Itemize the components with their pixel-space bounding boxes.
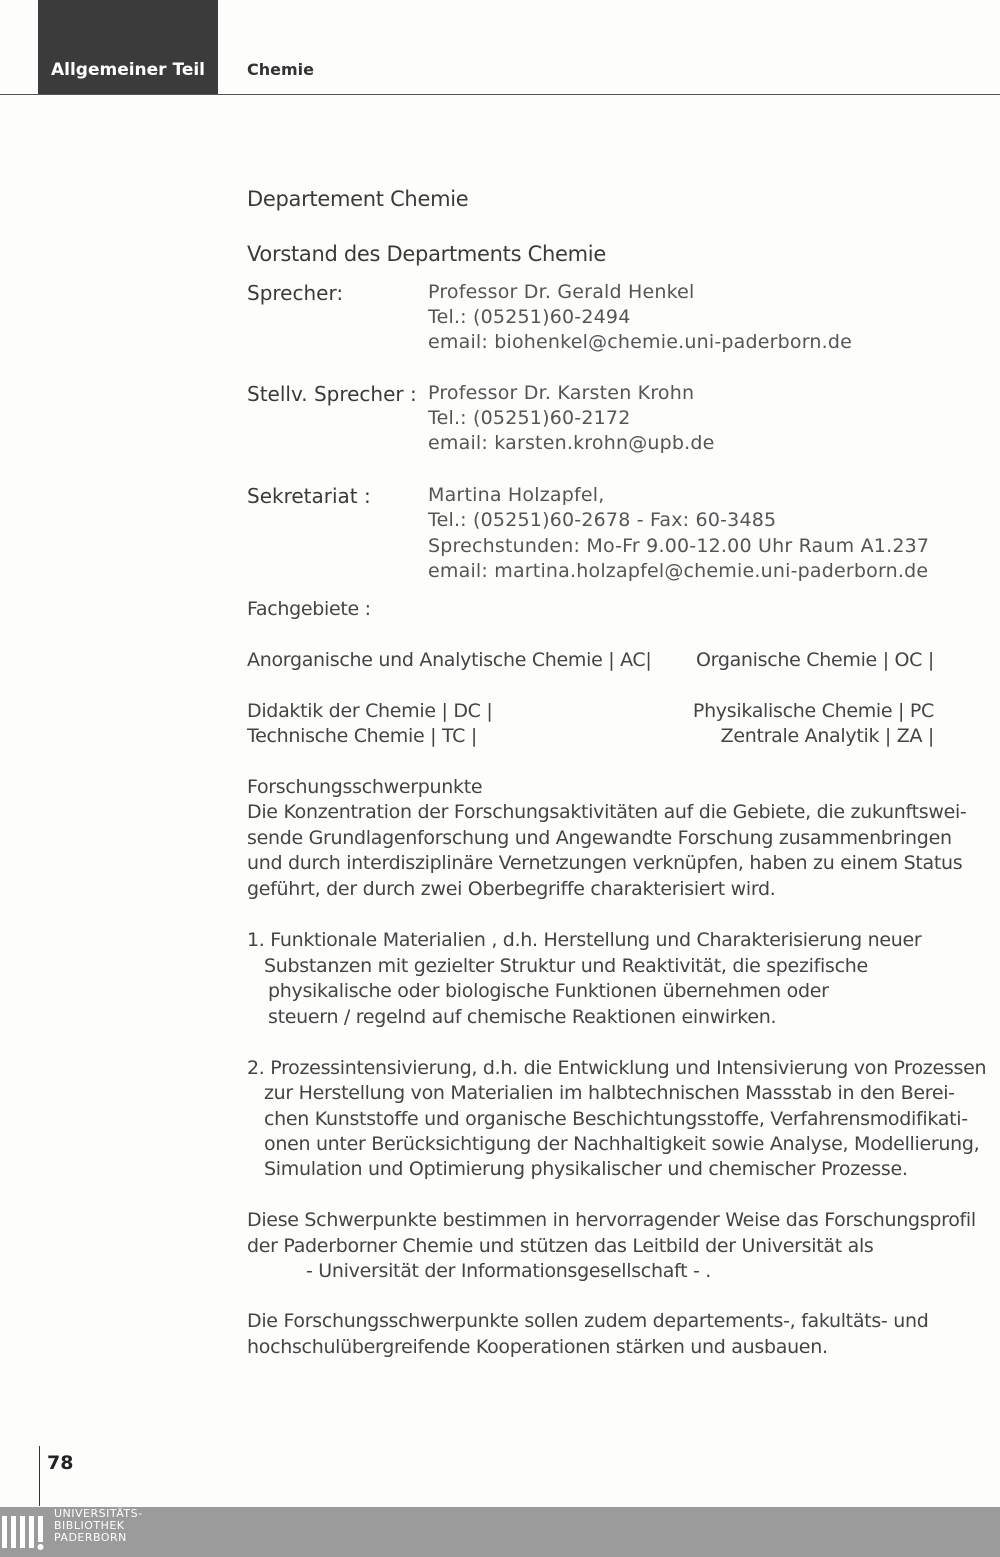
list-item-1-line: Substanzen mit gezielter Struktur und Reaktivität, die spezifische xyxy=(264,955,868,977)
cooperation-paragraph-line: Die Forschungsschwerpunkte sollen zudem departements-, fakultäts- und xyxy=(247,1310,929,1332)
section-tab-label: Allgemeiner Teil xyxy=(50,60,206,80)
library-name-line: PADERBORN xyxy=(54,1531,127,1544)
field-pc: Physikalische Chemie | PC xyxy=(692,700,934,722)
secretariat-label: Sekretariat : xyxy=(247,484,371,508)
list-item-1-line: steuern / regelnd auf chemische Reaktionen einwirken. xyxy=(268,1006,777,1028)
list-item-2-line: zur Herstellung von Materialien im halbtechnischen Massstab in den Berei- xyxy=(264,1082,955,1104)
page-title: Departement Chemie xyxy=(247,187,469,211)
research-intro-line: sende Grundlagenforschung und Angewandte Forschung zusammenbringen xyxy=(247,827,952,849)
speaker-email: email: biohenkel@chemie.uni-paderborn.de xyxy=(428,331,853,353)
field-tc: Technische Chemie | TC | xyxy=(247,725,477,747)
library-logo-icon xyxy=(0,1512,48,1552)
deputy-name: Professor Dr. Karsten Krohn xyxy=(428,382,695,404)
secretariat-name: Martina Holzapfel, xyxy=(428,484,605,506)
research-intro-line: Die Konzentration der Forschungsaktivitäten auf die Gebiete, die zukunftswei- xyxy=(247,801,967,823)
speaker-label: Sprecher: xyxy=(247,281,344,305)
deputy-label: Stellv. Sprecher : xyxy=(247,382,417,406)
research-intro-line: und durch interdisziplinäre Vernetzungen verknüpfen, haben zu einem Status xyxy=(247,852,963,874)
secretariat-email: email: martina.holzapfel@chemie.uni-paderborn.de xyxy=(428,560,929,582)
fields-label: Fachgebiete : xyxy=(247,598,371,620)
library-name-line: BIBLIOTHEK xyxy=(54,1519,125,1532)
chapter-title: Chemie xyxy=(247,60,314,79)
cooperation-paragraph-line: hochschulübergreifende Kooperationen stärken und ausbauen. xyxy=(247,1336,828,1358)
library-name-line: UNIVERSITÄTS- xyxy=(54,1507,143,1520)
list-item-2-line: onen unter Berücksichtigung der Nachhaltigkeit sowie Analyse, Modellierung, xyxy=(264,1133,980,1155)
list-item-1-line: physikalische oder biologische Funktionen übernehmen oder xyxy=(268,980,829,1002)
profile-paragraph-line: Diese Schwerpunkte bestimmen in hervorragender Weise das Forschungsprofil xyxy=(247,1209,976,1231)
list-item-2-line: 2. Prozessintensivierung, d.h. die Entwicklung und Intensivierung von Prozessen xyxy=(247,1057,987,1079)
speaker-tel: Tel.: (05251)60-2494 xyxy=(428,306,631,328)
field-oc: Organische Chemie | OC | xyxy=(696,649,934,671)
deputy-email: email: karsten.krohn@upb.de xyxy=(428,432,715,454)
field-ac: Anorganische und Analytische Chemie | AC| xyxy=(247,649,652,671)
page-number-rule xyxy=(39,1446,40,1506)
list-item-2-line: Simulation und Optimierung physikalischer und chemischer Prozesse. xyxy=(264,1158,908,1180)
page-number: 78 xyxy=(47,1452,74,1474)
library-footer-bar xyxy=(0,1507,1000,1557)
header-divider xyxy=(0,94,1000,95)
library-name xyxy=(54,1508,143,1544)
deputy-tel: Tel.: (05251)60-2172 xyxy=(428,407,631,429)
secretariat-hours: Sprechstunden: Mo-Fr 9.00-12.00 Uhr Raum A1.237 xyxy=(428,535,930,557)
secretariat-tel-fax: Tel.: (05251)60-2678 - Fax: 60-3485 xyxy=(428,509,777,531)
speaker-name: Professor Dr. Gerald Henkel xyxy=(428,281,695,303)
board-heading: Vorstand des Departments Chemie xyxy=(247,242,606,266)
research-intro-line: geführt, der durch zwei Oberbegriffe charakterisiert wird. xyxy=(247,878,776,900)
research-heading: Forschungsschwerpunkte xyxy=(247,776,483,798)
profile-paragraph-line: - Universität der Informationsgesellschaft - . xyxy=(306,1260,712,1282)
field-za: Zentrale Analytik | ZA | xyxy=(720,725,934,747)
profile-paragraph-line: der Paderborner Chemie und stützen das Leitbild der Universität als xyxy=(247,1235,874,1257)
section-tab xyxy=(38,0,218,94)
list-item-1-line: 1. Funktionale Materialien , d.h. Herstellung und Charakterisierung neuer xyxy=(247,929,922,951)
list-item-2-line: chen Kunststoffe und organische Beschichtungsstoffe, Verfahrensmodifikati- xyxy=(264,1108,968,1130)
field-dc: Didaktik der Chemie | DC | xyxy=(247,700,493,722)
